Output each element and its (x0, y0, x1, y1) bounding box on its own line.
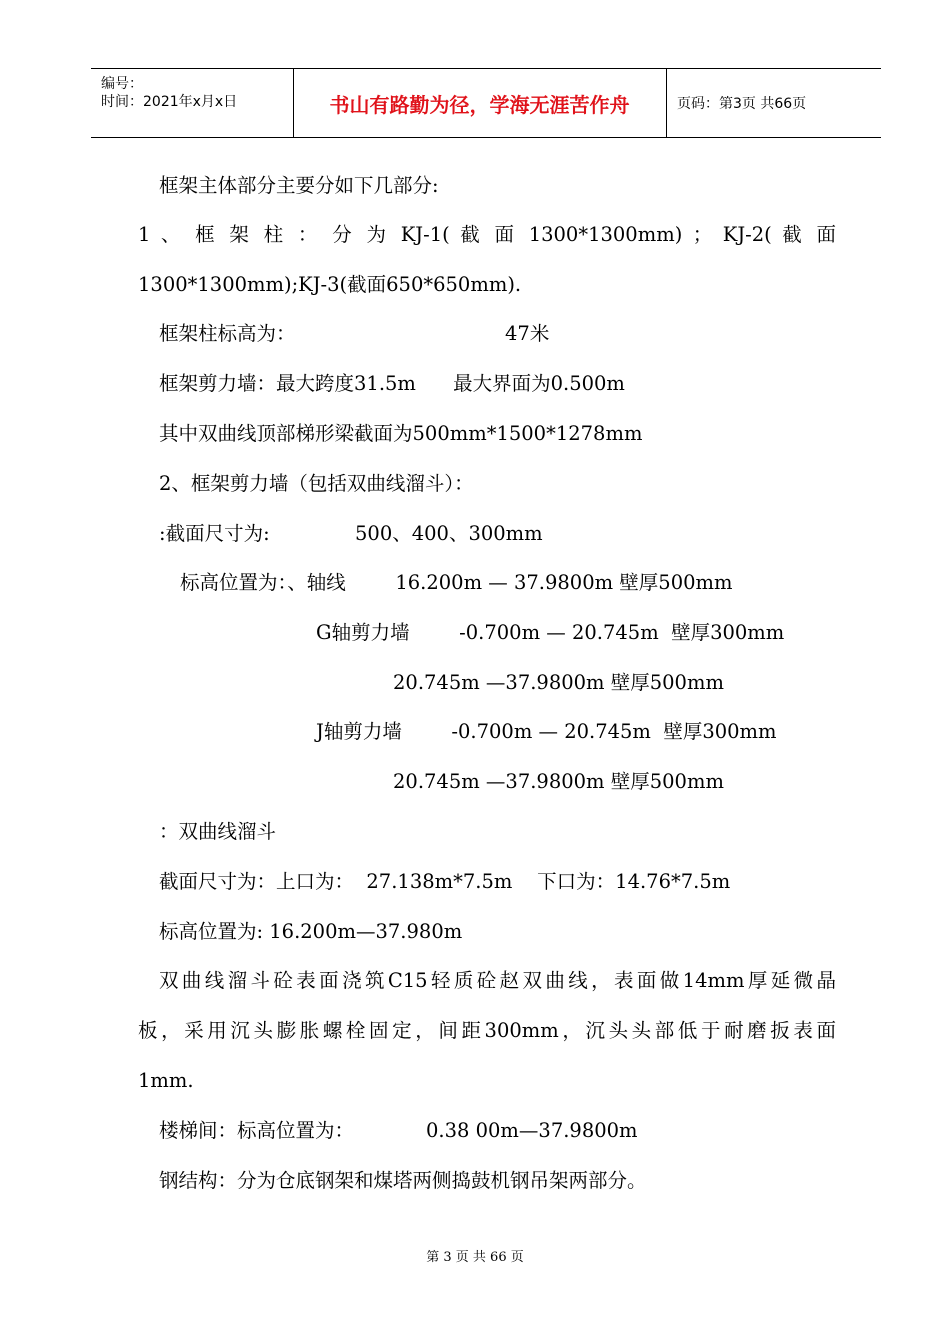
header-number-label: 编号： (101, 76, 143, 92)
text-line: 板，采用沉头膨胀螺栓固定，间距300mm，沉头头部低于耐磨扳表面 (138, 1019, 836, 1042)
header-time-label: 时间：2021年x月x日 (101, 94, 238, 110)
text-line: 20.745m —37.9800m 壁厚500mm (393, 671, 724, 694)
text-line: 框架柱标高为： (159, 322, 296, 345)
text-line: 框架剪力墙：最大跨度31.5m 最大界面为0.500m (159, 372, 625, 395)
text-line: 标高位置为: 16.200m—37.980m (159, 920, 463, 943)
header-meta-cell (91, 69, 294, 137)
text-line: 框架主体部分主要分如下几部分: (159, 174, 439, 197)
header-page-info: 页码：第3页 共66页 (677, 96, 807, 112)
text-line: 标高位置为：、轴线 16.200m — 37.9800m 壁厚500mm (180, 571, 733, 594)
text-line: 0.38 00m—37.9800m (426, 1119, 638, 1142)
text-line: 47米 (505, 322, 550, 345)
text-line: 1 、 框 架 柱 ： 分 为 KJ-1( 截 面 1300*1300mm) ； KJ-2( 截 面 (138, 223, 836, 246)
text-line: 20.745m —37.9800m 壁厚500mm (393, 770, 724, 793)
text-line: J轴剪力墙 -0.700m — 20.745m 壁厚300mm (316, 720, 777, 743)
text-line: 双曲线溜斗砼表面浇筑C15轻质砼赵双曲线，表面做14mm厚延微晶 (159, 969, 836, 992)
text-line: 2、框架剪力墙（包括双曲线溜斗）： (159, 472, 474, 495)
text-line: 钢结构：分为仓底钢架和煤塔两侧捣鼓机钢吊架两部分。 (159, 1169, 647, 1192)
text-line: ：双曲线溜斗 (159, 820, 277, 843)
page-footer: 第 3 页 共 66 页 (426, 1250, 524, 1265)
text-line: 1mm. (138, 1069, 194, 1092)
header-motto: 书山有路勤为径，学海无涯苦作舟 (293, 69, 667, 137)
text-line: 截面尺寸为：上口为： 27.138m*7.5m 下口为：14.76*7.5m (159, 870, 731, 893)
text-line: 楼梯间：标高位置为： (159, 1119, 355, 1142)
text-line: :截面尺寸为: (159, 522, 270, 545)
text-line: 1300*1300mm);KJ-3(截面650*650mm). (138, 273, 522, 296)
page-header (91, 68, 881, 138)
text-line: 其中双曲线顶部梯形梁截面为500mm*1500*1278mm (159, 422, 643, 445)
text-line: 500、400、300mm (355, 522, 543, 545)
text-line: G轴剪力墙 -0.700m — 20.745m 壁厚300mm (316, 621, 785, 644)
